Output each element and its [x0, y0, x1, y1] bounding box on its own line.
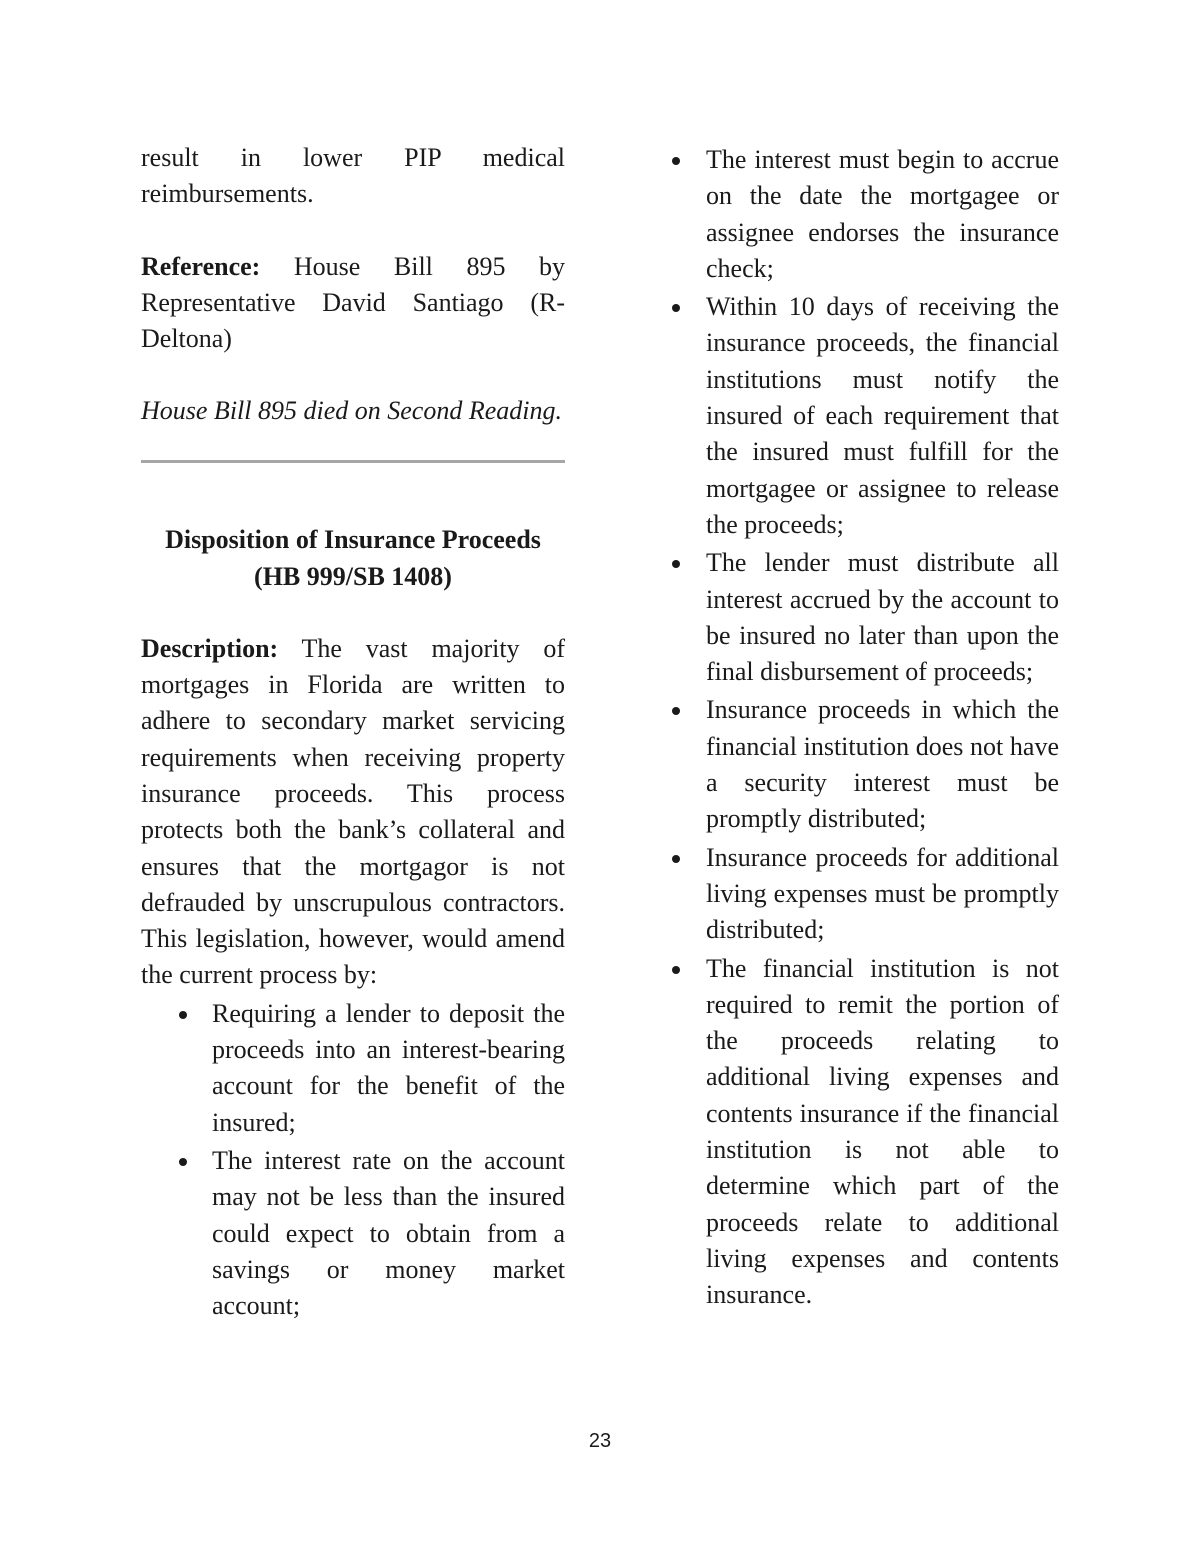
list-item-text: The interest rate on the account may not be less than the insured could expect to obtain from a savings or money market account;: [212, 1145, 565, 1321]
list-item: [212, 996, 565, 1141]
list-item-text: Within 10 days of receiving the insurance proceeds, the financial institutions must notify the insured of each requirement that the insured must fulfill for the mortgagee or assignee to release the proceeds;: [706, 292, 1059, 539]
description-paragraph: [141, 631, 565, 994]
reference-text: House Bill 895 by Representative David Santiago (R-Deltona): [141, 251, 566, 354]
list-item: [706, 289, 1059, 543]
reference-label: Reference:: [141, 251, 261, 281]
list-item: [706, 692, 1059, 837]
list-item: [212, 1143, 565, 1324]
right-bullet-list: [706, 142, 1059, 1314]
bullet-icon: [179, 1158, 187, 1166]
bullet-icon: [672, 304, 680, 312]
left-column: [141, 140, 565, 1326]
description-label: Description:: [141, 633, 279, 663]
bullet-icon: [672, 560, 680, 568]
section-divider: [141, 460, 565, 463]
page-number: 23: [588, 1430, 612, 1452]
intro-text: result in lower PIP medical reimbursements.: [141, 143, 565, 209]
list-item: [706, 840, 1059, 949]
right-column: [668, 142, 1059, 1316]
list-item-text: Requiring a lender to deposit the proceeds into an interest-bearing account for the benefit of the insured;: [212, 998, 565, 1137]
list-item-text: The lender must distribute all interest accrued by the account to be insured no later than upon the final disbursement of proceeds;: [706, 548, 1059, 687]
section-title-line1: Disposition of Insurance Proceeds: [165, 524, 541, 554]
list-item-text: Insurance proceeds in which the financial institution does not have a security interest must be promptly distributed;: [706, 695, 1059, 834]
description-text: The vast majority of mortgages in Florida are written to adhere to secondary market servicing requirements when receiving property insurance proceeds. This process protects both the bank’s collateral and ensures that the mortgagor is not defrauded by unscrupulous contractors. This legislation, however, would amend the current process by:: [141, 633, 566, 990]
list-item-text: The interest must begin to accrue on the date the mortgagee or assignee endorses the insurance check;: [706, 145, 1059, 283]
bullet-icon: [672, 855, 680, 863]
bill-status-note: House Bill 895 died on Second Reading.: [141, 396, 562, 426]
bullet-icon: [672, 707, 680, 715]
list-item-text: Insurance proceeds for additional living expenses must be promptly distributed;: [706, 842, 1059, 945]
list-item: [706, 545, 1059, 690]
list-item: [706, 951, 1059, 1314]
left-bullet-list: [212, 996, 565, 1325]
list-item: [706, 142, 1059, 287]
section-title-line2: (HB 999/SB 1408): [254, 561, 452, 591]
list-item-text: The financial institution is not required to remit the portion of the proceeds relating to additional living expenses and contents insurance if the financial institution is not able to determine which part of the proceeds relate to additional living expenses and contents insurance.: [706, 953, 1059, 1310]
section-title: [141, 521, 565, 595]
bullet-icon: [672, 966, 680, 974]
bullet-icon: [672, 157, 680, 165]
bullet-icon: [179, 1011, 187, 1019]
reference-paragraph: [141, 249, 565, 358]
